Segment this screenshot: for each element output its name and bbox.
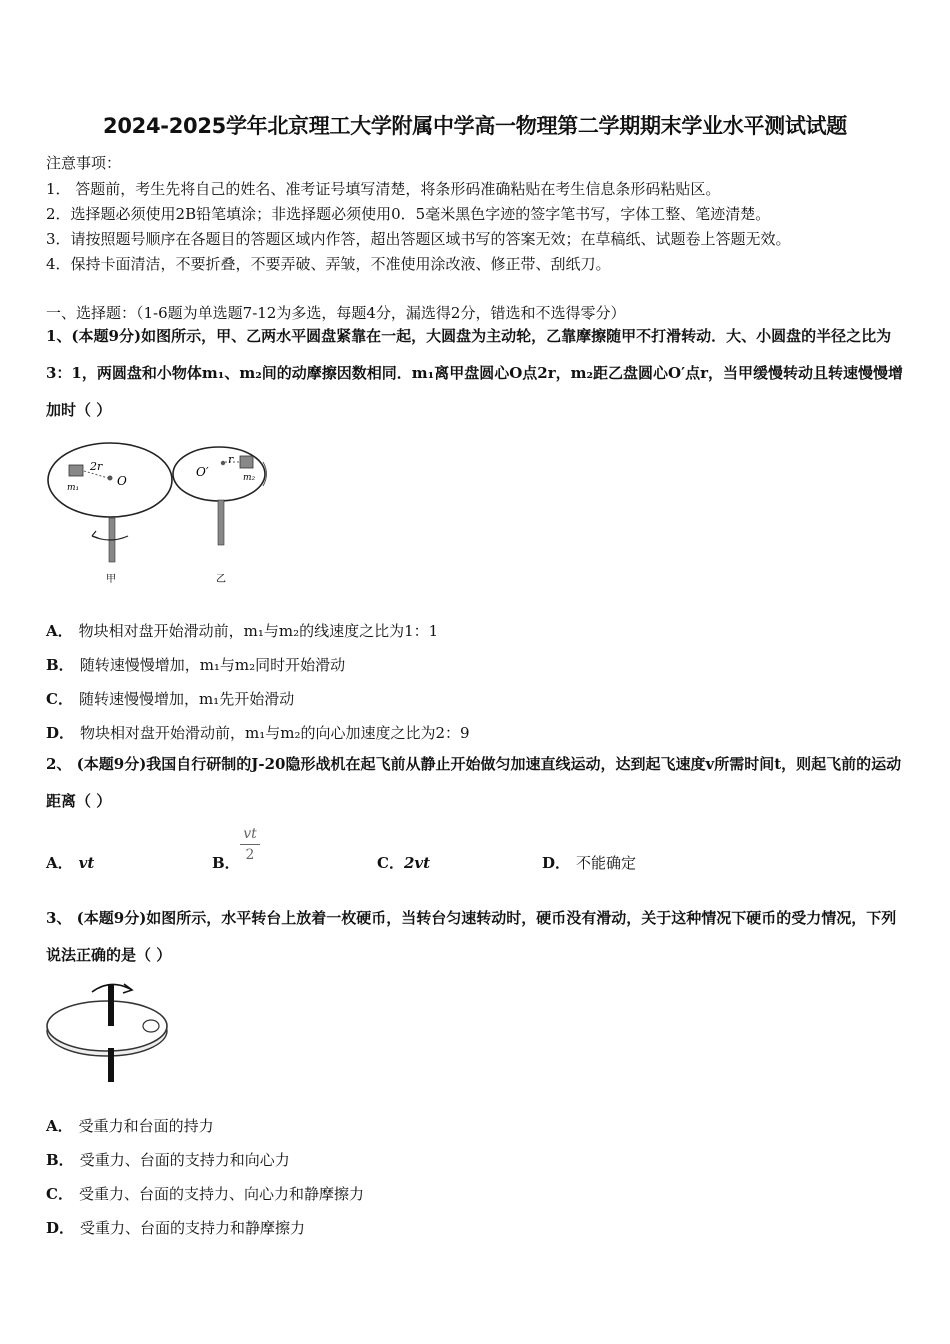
q1-option-d: D． 物块相对盘开始滑动前，m₁与m₂的向心加速度之比为2：9 (46, 724, 470, 742)
label-jia: 甲 (106, 574, 116, 585)
question-2-stem: 2、 (本题9分)我国自行研制的J-20隐形战机在起飞前从静止开始做匀加速直线运动，达到起飞速度v所需时间t，则起飞前的运动距离（ ） (46, 755, 902, 810)
q3-figure (44, 976, 174, 1086)
section-heading: 一、选择题：（1-6题为单选题7-12为多选，每题4分，漏选得2分，错选和不选得零分） (46, 304, 626, 322)
center-o (108, 476, 113, 481)
label-m1: m₁ (67, 483, 80, 493)
notice-heading: 注意事项： (46, 154, 122, 172)
center-o-prime (221, 461, 225, 465)
q3-option-c: C． 受重力、台面的支持力、向心力和静摩擦力 (46, 1185, 364, 1203)
question-3-stem: 3、 (本题9分)如图所示，水平转台上放着一枚硬币，当转台匀速转动时，硬币没有滑动，关于这种情况下硬币的受力情况，下列说法正确的是（ ） (46, 909, 897, 964)
shaft-yi (218, 500, 224, 545)
q2-option-b: B． (212, 854, 240, 872)
q2-fraction: $\frac{vt}{2}$ (240, 826, 260, 863)
coin (143, 1020, 159, 1032)
block-m1 (69, 465, 83, 476)
q3-option-a: A． 受重力和台面的持力 (46, 1117, 214, 1135)
notice-item: 1． 答题前，考生先将自己的姓名、准考证号填写清楚，将条形码准确粘贴在考生信息条形码粘贴区。 (46, 180, 721, 198)
q1-option-a: A． 物块相对盘开始滑动前，m₁与m₂的线速度之比为1：1 (46, 622, 439, 640)
q1-option-c: C． 随转速慢慢增加，m₁先开始滑动 (46, 690, 295, 708)
label-2r: 2r (90, 460, 103, 473)
q3-option-b: B． 受重力、台面的支持力和向心力 (46, 1151, 290, 1169)
q1-option-b: B． 随转速慢慢增加，m₁与m₂同时开始滑动 (46, 656, 346, 674)
q2-option-d: D． 不能确定 (542, 854, 637, 872)
turntable-axle-top (108, 984, 114, 1026)
block-m2 (240, 456, 253, 468)
label-r: r (228, 453, 234, 466)
label-o-prime: O′ (196, 465, 209, 479)
notice-item: 2．选择题必须使用2B铅笔填涂；非选择题必须使用0．5毫米黑色字迹的签字笔书写，字体工整、笔迹清楚。 (46, 205, 771, 223)
q1-figure (44, 440, 274, 585)
q3-option-d: D． 受重力、台面的支持力和静摩擦力 (46, 1219, 306, 1237)
notice-item: 4．保持卡面清洁，不要折叠，不要弄破、弄皱，不准使用涂改液、修正带、刮纸刀。 (46, 255, 611, 273)
turntable-axle-bottom (108, 1048, 114, 1082)
label-m2: m₂ (243, 473, 256, 483)
label-yi: 乙 (216, 574, 226, 585)
q2-option-c: C．2vt (377, 854, 431, 872)
label-o: O (117, 474, 127, 488)
q2-option-a: A． vt (46, 854, 95, 872)
page-title: 2024-2025学年北京理工大学附属中学高一物理第二学期期末学业水平测试试题 (103, 114, 847, 138)
question-1-stem: 1、(本题9分)如图所示，甲、乙两水平圆盘紧靠在一起，大圆盘为主动轮，乙靠摩擦随甲不打滑转动．大、小圆盘的半径之比为3：1，两圆盘和小物体m₁、m₂间的动摩擦因数相同．m₁离甲盘圆心O点2r，m₂距乙盘圆心O′点r，当甲缓慢转动且转速慢慢增加时（ ） (46, 327, 903, 419)
notice-item: 3．请按照题号顺序在各题目的答题区域内作答，超出答题区域书写的答案无效；在草稿纸、试题卷上答题无效。 (46, 230, 791, 248)
